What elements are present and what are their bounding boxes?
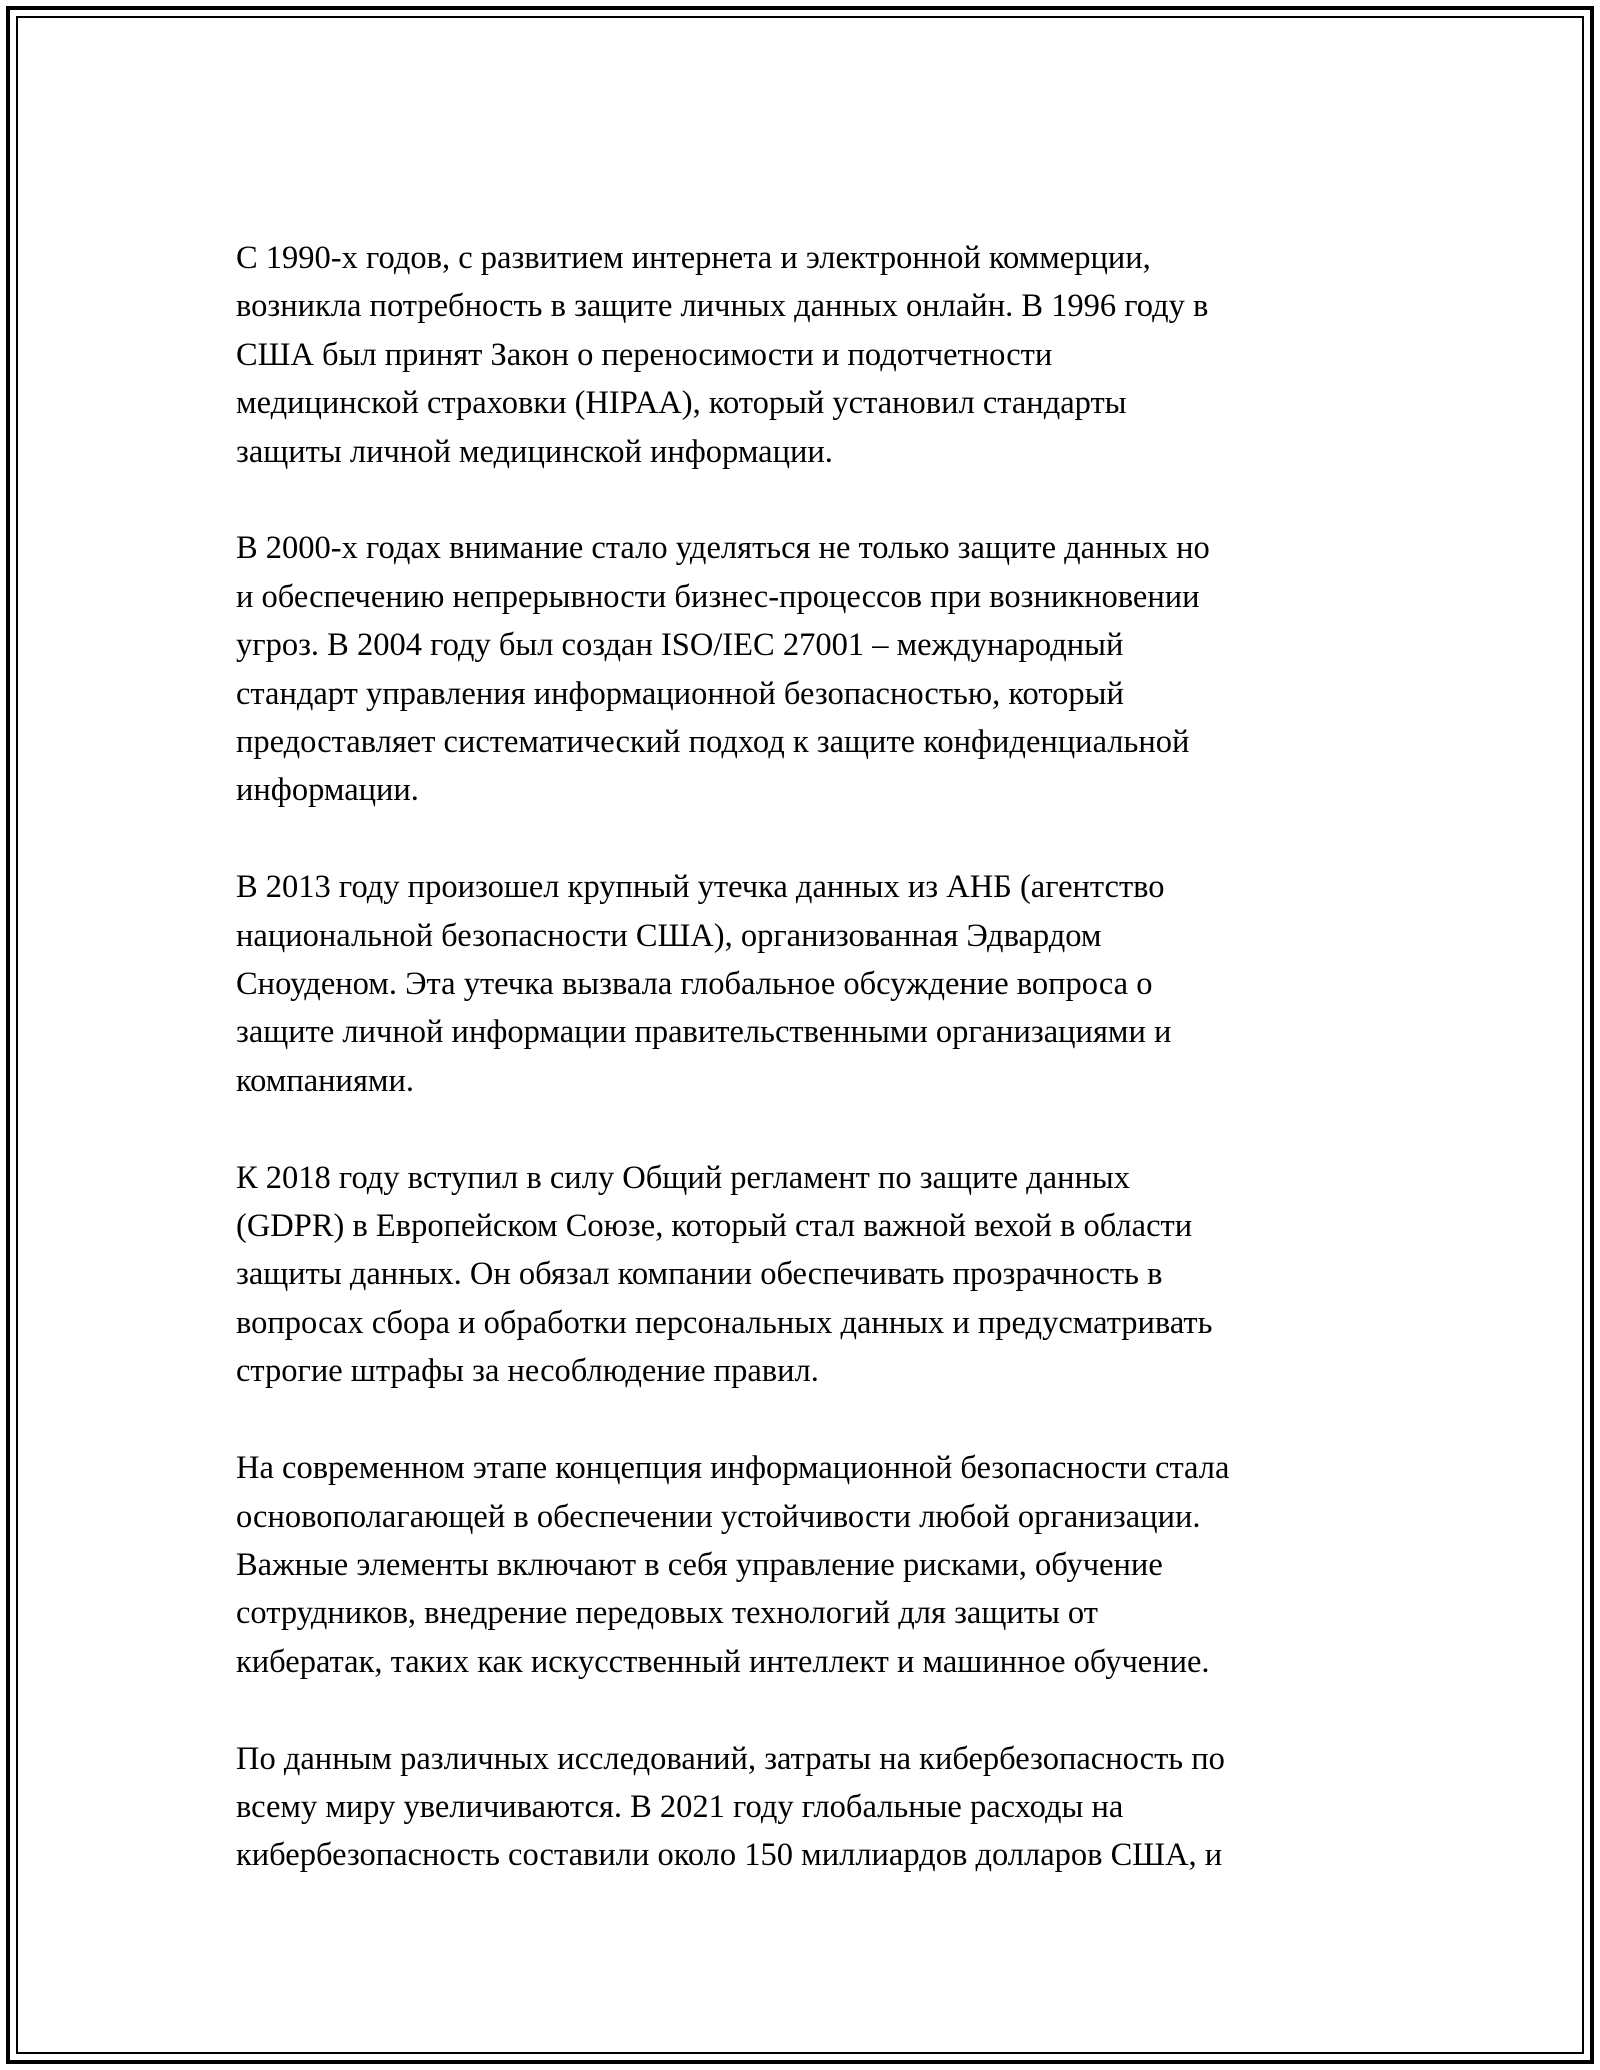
paragraph-spending: По данным различных исследований, затраты на кибербезопасность по всему миру увеличиваются. В 2021 году глобальные расходы на кибербезопасность составили около 150 миллиардов долларов США, и <box>236 1740 1225 1874</box>
paragraph-2018: К 2018 году вступил в силу Общий регламент по защите данных (GDPR) в Европейском Союзе, который стал важной вехой в области защиты данных. Он обязал компании обеспечивать прозрачность в вопросах сбора и обработки персональных данных и предусматривать строгие штрафы за несоблюдение правил. <box>236 1159 1213 1390</box>
paragraph-2000s: В 2000-х годах внимание стало уделяться не только защите данных но и обеспечению непрерывности бизнес-процессов при возникновении угроз. В 2004 году был создан ISO/IEC 27001 – международный стандарт управления информационной безопасностью, который предоставляет систематический подход к защите конфиденциальной информации. <box>236 530 1210 809</box>
paragraph-1990s: С 1990-х годов, с развитием интернета и электронной коммерции, возникла потребность в защите личных данных онлайн. В 1996 году в США был принят Закон о переносимости и подотчетности медицинской страховки (HIPAA), который установил стандарты защиты личной медицинской информации. <box>236 240 1209 470</box>
paragraph-2013: В 2013 году произошел крупный утечка данных из АНБ (агентство национальной безопасности США), организованная Эдвардом Сноуденом. Эта утечка вызвала глобальное обсуждение вопроса о защите личной информации правительственными организациями и компаниями. <box>236 869 1172 1099</box>
paragraph-modern: На современном этапе концепция информационной безопасности стала основополагающей в обеспечении устойчивости любой организации. Важные элементы включают в себя управление рисками, обучение сотрудников, внедрение передовых технологий для защиты от кибератак, таких как искусственный интеллект и машинное обучение. <box>236 1450 1230 1680</box>
document-body <box>236 234 1366 1928</box>
